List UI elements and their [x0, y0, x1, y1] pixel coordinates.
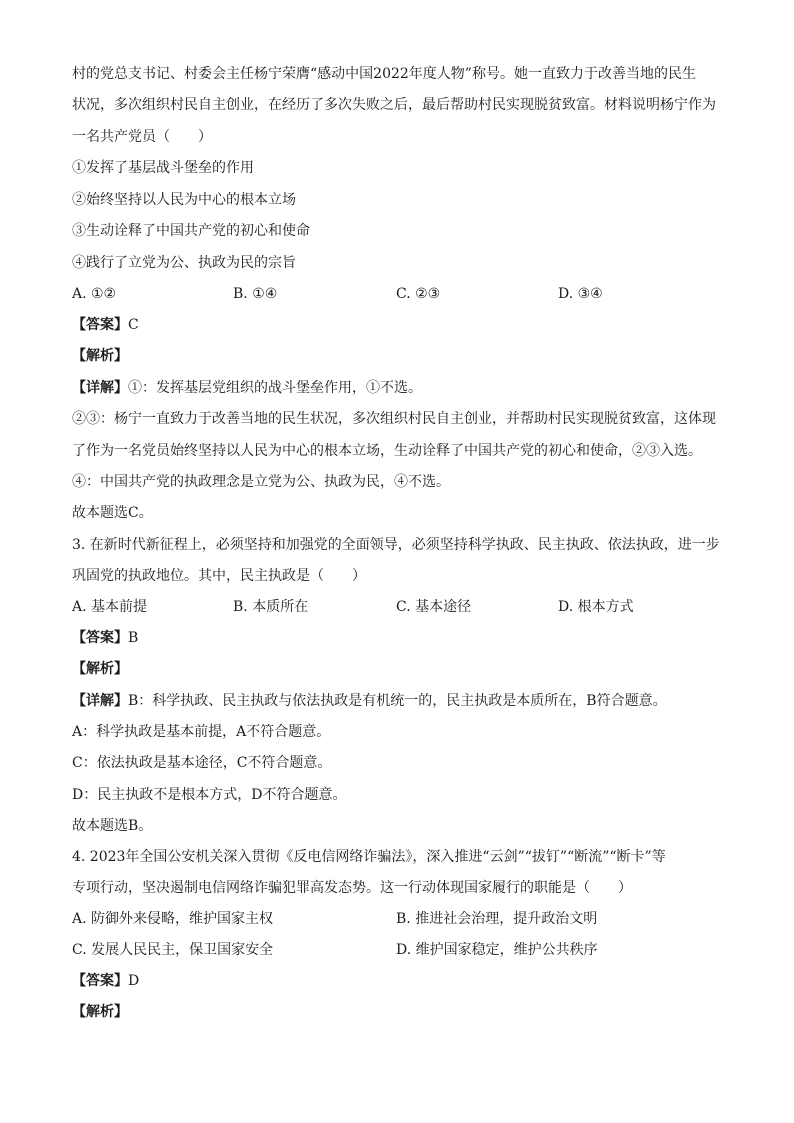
answer-label: 【答案】 — [72, 973, 128, 989]
q2-item-3: ③生动诠释了中国共产党的初心和使命 — [72, 223, 310, 239]
answer-label: 【答案】 — [72, 317, 128, 333]
answer-value: D — [128, 973, 140, 989]
q4-analysis-label: 【解析】 — [72, 1004, 128, 1020]
q3-detail-line-1 — [72, 691, 667, 711]
q3-conclusion: 故本题选B。 — [72, 818, 153, 834]
q3-option-a: A. 基本前提 — [72, 599, 148, 615]
detail-label: 【详解】 — [72, 693, 128, 709]
q2-option-d: D. ③④ — [558, 286, 603, 302]
q2-conclusion: 故本题选C。 — [72, 505, 153, 521]
q2-detail-line-4: ④：中国共产党的执政理念是立党为公、执政为民，④不选。 — [72, 474, 450, 490]
q3-analysis-label: 【解析】 — [72, 661, 128, 677]
q3-option-d: D. 根本方式 — [558, 599, 634, 615]
q4-option-c: C. 发展人民民主，保卫国家安全 — [72, 942, 274, 958]
q2-answer — [72, 315, 139, 335]
q3-option-b: B. 本质所在 — [233, 599, 309, 615]
q3-detail-line-4: D：民主执政不是根本方式，D不符合题意。 — [72, 787, 347, 803]
q3-stem-line-1: 3. 在新时代新征程上，必须坚持和加强党的全面领导，必须坚持科学执政、民主执政、依法执政，进一步 — [72, 537, 720, 553]
q3-detail-line-3: C：依法执政是基本途径，C不符合题意。 — [72, 755, 332, 771]
q2-detail-line-2: ②③：杨宁一直致力于改善当地的民生状况，多次组织村民自主创业，并帮助村民实现脱贫致富，这体现 — [72, 411, 716, 427]
detail-label: 【详解】 — [72, 380, 128, 396]
q3-detail-line-2: A：科学执政是基本前提，A不符合题意。 — [72, 724, 331, 740]
q4-answer — [72, 971, 139, 991]
q3-answer — [72, 628, 138, 648]
detail-text: ①：发挥基层党组织的战斗堡垒作用，①不选。 — [128, 380, 422, 396]
q3-stem-line-2: 巩固党的执政地位。其中，民主执政是（ ） — [72, 568, 366, 584]
q4-option-d: D. 维护国家稳定，维护公共秩序 — [396, 942, 598, 958]
q2-stem-line-3: 一名共产党员（ ） — [72, 129, 212, 145]
q2-detail-line-3: 了作为一名党员始终坚持以人民为中心的根本立场，生动诠释了中国共产党的初心和使命，②③入选。 — [72, 443, 702, 459]
q4-stem-line-1: 4. 2023年全国公安机关深入贯彻《反电信网络诈骗法》，深入推进“云剑”“拔钉”“断流”“断卡”等 — [72, 849, 666, 865]
answer-value: B — [128, 630, 139, 646]
answer-value: C — [128, 317, 139, 333]
q2-option-a: A. ①② — [72, 286, 117, 302]
q3-option-c: C. 基本途径 — [396, 599, 472, 615]
q2-stem-line-2: 状况，多次组织村民自主创业，在经历了多次失败之后，最后帮助村民实现脱贫致富。材料说明杨宁作为 — [72, 97, 716, 113]
q2-item-2: ②始终坚持以人民为中心的根本立场 — [72, 192, 296, 208]
q2-option-c: C. ②③ — [396, 286, 441, 302]
q2-stem-line-1: 村的党总支书记、村委会主任杨宁荣膺“感动中国2022年度人物”称号。她一直致力于改善当地的民生 — [72, 66, 696, 82]
answer-label: 【答案】 — [72, 630, 128, 646]
detail-text: B：科学执政、民主执政与依法执政是有机统一的，民主执政是本质所在，B符合题意。 — [128, 693, 667, 709]
q2-option-b: B. ①④ — [233, 286, 278, 302]
q4-option-a: A. 防御外来侵略，维护国家主权 — [72, 911, 274, 927]
q2-analysis-label: 【解析】 — [72, 348, 128, 364]
q4-option-b: B. 推进社会治理，提升政治文明 — [396, 911, 598, 927]
q2-item-4: ④践行了立党为公、执政为民的宗旨 — [72, 255, 296, 271]
q2-detail-line-1 — [72, 378, 422, 398]
q2-item-1: ①发挥了基层战斗堡垒的作用 — [72, 160, 254, 176]
q4-stem-line-2: 专项行动，坚决遏制电信网络诈骗犯罪高发态势。这一行动体现国家履行的职能是（ ） — [72, 880, 632, 896]
